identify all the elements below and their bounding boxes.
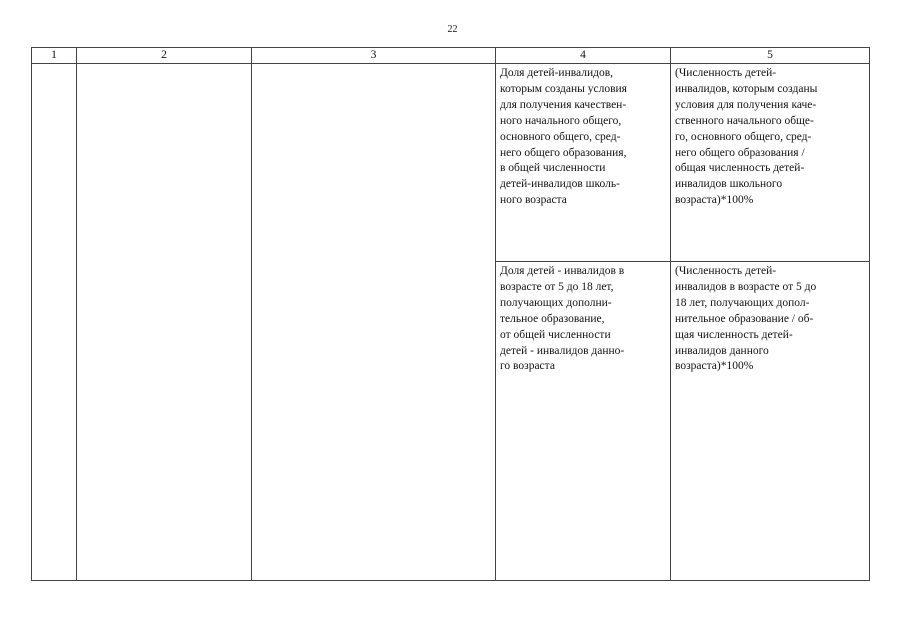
column-header-3: 3 — [252, 48, 496, 64]
cell-col-2 — [77, 64, 252, 581]
cell-col-3 — [252, 64, 496, 581]
table-row — [32, 64, 870, 262]
formula-cell — [671, 64, 870, 262]
formula-text: (Численность детей- инвалидов в возрасте от 5 до 18 лет, получающих допол- нительное образование / об- щая численность детей- инвалидов данного возраста)*100% — [675, 265, 817, 373]
column-header-2: 2 — [77, 48, 252, 64]
indicator-text: Доля детей - инвалидов в возрасте от 5 до 18 лет, получающих дополни- тельное образование, от общей численности детей - инвалидов данно- го возраста — [500, 265, 625, 373]
indicator-text: Доля детей-инвалидов, которым созданы условия для получения качествен- ного начального общего, основного общего, сред- него общего образования, в общей численности детей-инвалидов школь- ного возраста — [500, 67, 627, 207]
column-header-4: 4 — [496, 48, 671, 64]
column-header-5: 5 — [671, 48, 870, 64]
indicator-cell — [496, 262, 671, 581]
column-header-1: 1 — [32, 48, 77, 64]
formula-text: (Численность детей- инвалидов, которым созданы условия для получения каче- ственного начального обще- го, основного общего, сред- него общего образования / общая численность детей- инвалидов школьного возраста)*100% — [675, 67, 818, 207]
formula-cell — [671, 262, 870, 581]
cell-col-1 — [32, 64, 77, 581]
table-header-row — [32, 48, 870, 64]
indicators-table — [31, 47, 870, 581]
page-number: 22 — [447, 24, 458, 35]
indicator-cell — [496, 64, 671, 262]
